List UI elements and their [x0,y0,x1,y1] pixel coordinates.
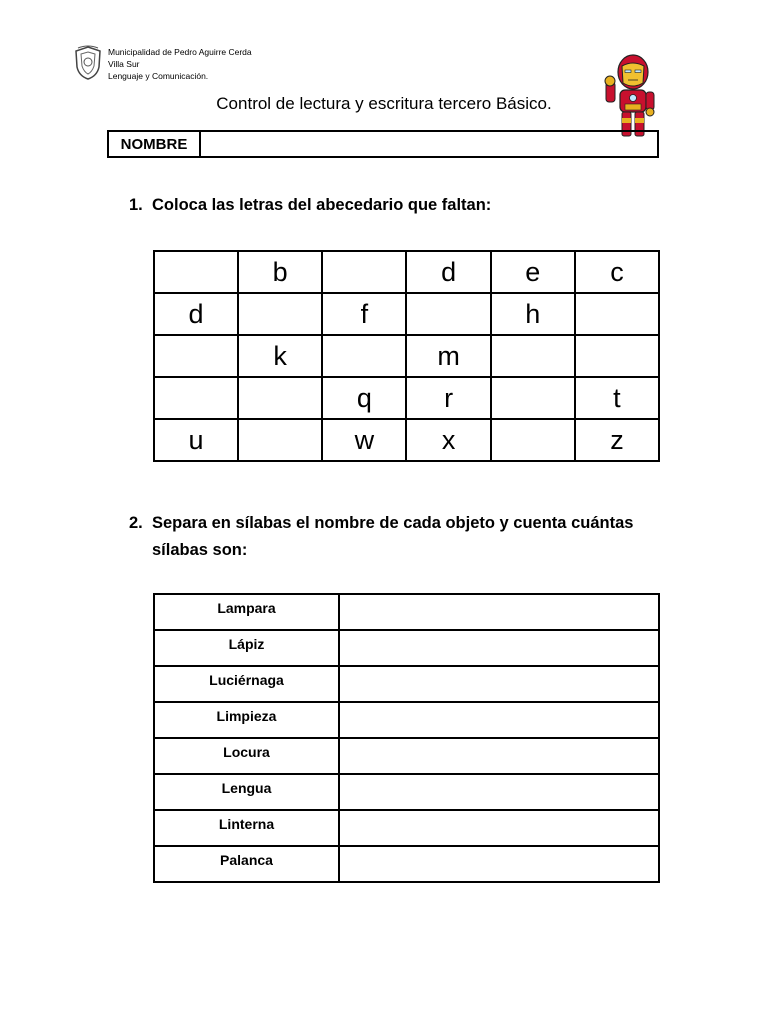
alphabet-cell[interactable] [238,293,322,335]
alphabet-cell[interactable] [154,335,238,377]
table-row [154,702,659,738]
table-row [154,810,659,846]
alphabet-cell: h [491,293,575,335]
alphabet-cell: d [154,293,238,335]
syllable-table [153,593,660,883]
alphabet-cell: m [406,335,490,377]
alphabet-cell: u [154,419,238,461]
alphabet-cell: q [322,377,406,419]
alphabet-cell[interactable] [238,419,322,461]
question-number: 1. [129,196,143,214]
name-input-area[interactable] [201,132,657,156]
alphabet-cell[interactable] [322,335,406,377]
table-row [154,774,659,810]
alphabet-cell[interactable] [154,377,238,419]
alphabet-cell[interactable] [575,335,659,377]
alphabet-cell: k [238,335,322,377]
word-cell: Linterna [154,810,339,846]
institution-line: Municipalidad de Pedro Aguirre Cerda [108,47,252,57]
alphabet-cell[interactable] [491,335,575,377]
word-cell: Palanca [154,846,339,882]
table-row [154,594,659,630]
name-label: NOMBRE [109,132,201,156]
question-text: Separa en sílabas el nombre de cada objeto y cuenta cuántas sílabas son: [152,514,634,559]
iron-man-illustration [603,52,661,140]
answer-cell[interactable] [339,774,659,810]
question-1 [129,192,689,219]
answer-cell[interactable] [339,630,659,666]
name-field [107,130,659,158]
question-number: 2. [129,514,143,532]
page-title: Control de lectura y escritura tercero Básico. [216,94,552,113]
alphabet-cell[interactable] [491,419,575,461]
alphabet-cell[interactable] [491,377,575,419]
question-text: Coloca las letras del abecedario que faltan: [152,196,492,214]
alphabet-cell: t [575,377,659,419]
alphabet-cell: r [406,377,490,419]
alphabet-cell: f [322,293,406,335]
answer-cell[interactable] [339,594,659,630]
table-row [154,738,659,774]
alphabet-cell[interactable] [575,293,659,335]
alphabet-row [154,293,659,335]
answer-cell[interactable] [339,702,659,738]
alphabet-grid [153,250,660,462]
question-2 [129,510,689,564]
alphabet-cell[interactable] [406,293,490,335]
answer-cell[interactable] [339,666,659,702]
alphabet-cell[interactable] [154,251,238,293]
answer-cell[interactable] [339,846,659,882]
answer-cell[interactable] [339,738,659,774]
word-cell: Lápiz [154,630,339,666]
institution-line: Villa Sur [108,59,140,69]
alphabet-row [154,335,659,377]
alphabet-row [154,377,659,419]
table-row [154,846,659,882]
alphabet-cell: b [238,251,322,293]
table-row [154,630,659,666]
alphabet-cell[interactable] [238,377,322,419]
alphabet-row [154,419,659,461]
alphabet-cell: x [406,419,490,461]
word-cell: Locura [154,738,339,774]
word-cell: Lengua [154,774,339,810]
alphabet-row [154,251,659,293]
institution-line: Lenguaje y Comunicación. [108,71,209,81]
alphabet-cell: d [406,251,490,293]
word-cell: Lampara [154,594,339,630]
word-cell: Limpieza [154,702,339,738]
answer-cell[interactable] [339,810,659,846]
alphabet-cell: z [575,419,659,461]
table-row [154,666,659,702]
alphabet-cell[interactable] [322,251,406,293]
municipal-crest-icon [73,45,103,81]
alphabet-cell: w [322,419,406,461]
alphabet-cell: e [491,251,575,293]
institution-header [108,46,252,82]
word-cell: Luciérnaga [154,666,339,702]
alphabet-cell: c [575,251,659,293]
